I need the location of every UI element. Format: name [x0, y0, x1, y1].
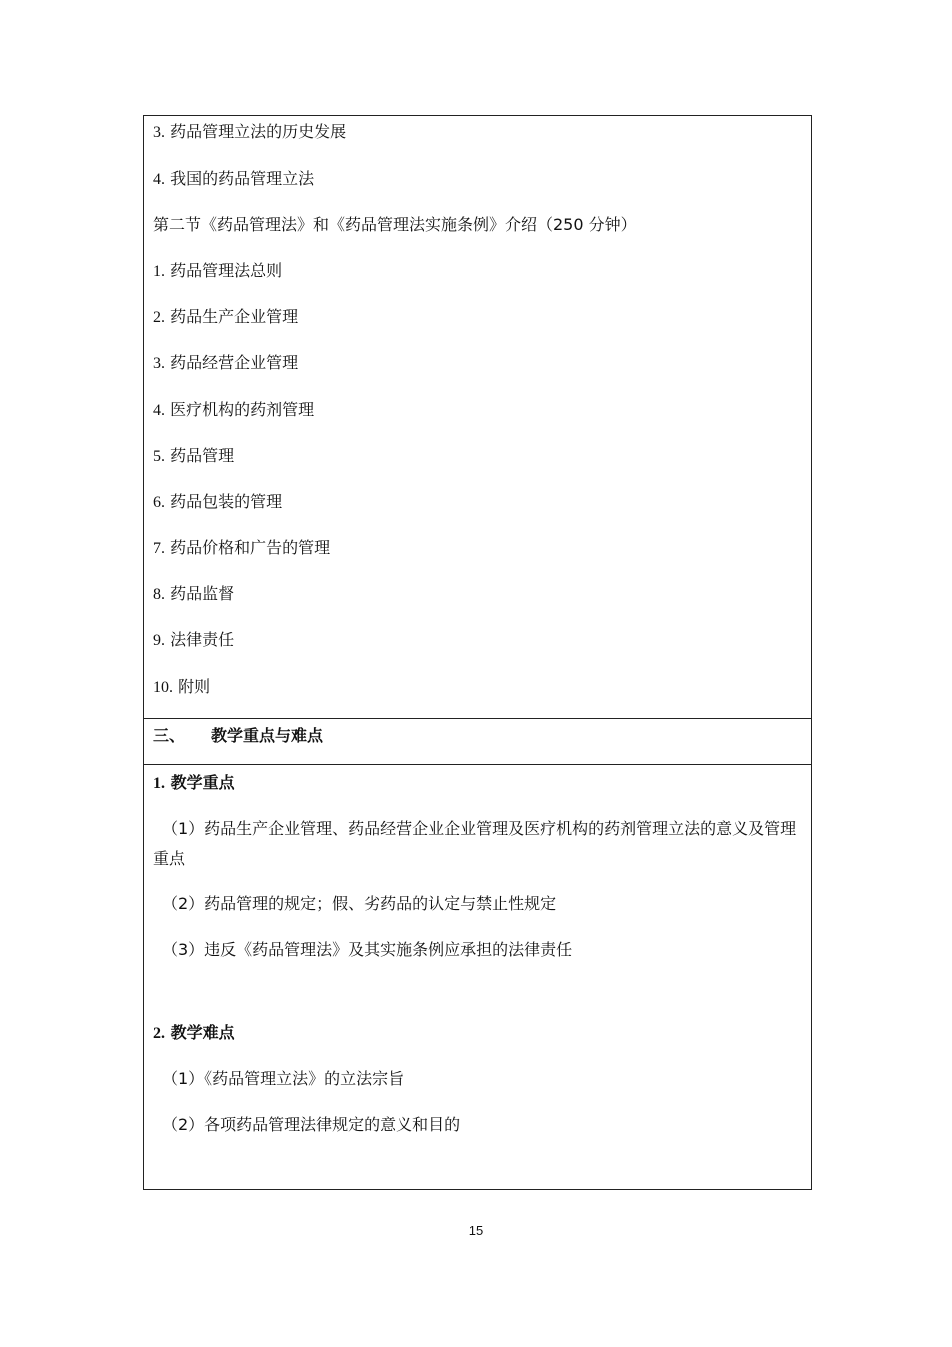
difficult-point-item: （2）各项药品管理法律规定的意义和目的	[162, 1115, 461, 1134]
item-number: 5.	[153, 448, 165, 465]
list-item	[153, 307, 298, 328]
list-item	[153, 446, 234, 467]
item-text: 我国的药品管理立法	[170, 169, 315, 188]
item-text: 药品生产企业管理	[170, 307, 299, 326]
item-text: 药品价格和广告的管理	[170, 538, 331, 557]
list-item	[153, 538, 330, 559]
item-number: 6.	[153, 494, 165, 511]
item-text: 药品包装的管理	[170, 492, 283, 511]
list-item	[153, 400, 314, 421]
content-list-cell	[144, 116, 811, 718]
key-points-heading	[153, 773, 235, 794]
heading-number: 2.	[153, 1025, 165, 1042]
item-number: 3.	[153, 124, 165, 141]
difficult-point-item: （1）《药品管理立法》的立法宗旨	[162, 1069, 405, 1088]
heading-text: 教学难点	[170, 1023, 235, 1042]
key-point-item: （3）违反《药品管理法》及其实施条例应承担的法律责任	[162, 940, 573, 959]
list-item	[153, 353, 298, 374]
section-heading	[153, 726, 323, 746]
section-number: 三、	[153, 726, 186, 745]
item-number: 10.	[153, 679, 173, 696]
item-text: 药品管理	[170, 446, 235, 465]
item-text: 药品监督	[170, 584, 235, 603]
item-text: 药品经营企业管理	[170, 353, 299, 372]
subsection-title	[153, 215, 637, 235]
item-number: 4.	[153, 171, 165, 188]
item-number: 8.	[153, 586, 165, 603]
item-number: 4.	[153, 402, 165, 419]
item-text: 药品管理立法的历史发展	[170, 122, 347, 141]
difficult-points-heading	[153, 1023, 235, 1044]
key-point-item: （1）药品生产企业管理、药品经营企业企业管理及医疗机构的药剂管理立法的意义及管理重点	[153, 819, 797, 868]
item-text: 药品管理法总则	[170, 261, 283, 280]
item-number: 9.	[153, 632, 165, 649]
list-item	[153, 492, 282, 513]
list-item	[153, 169, 314, 190]
syllabus-table	[143, 115, 812, 1190]
list-item	[153, 122, 346, 143]
item-number: 2.	[153, 309, 165, 326]
item-text: 第二节《药品管理法》和《药品管理法实施条例》介绍（250 分钟）	[153, 215, 637, 234]
list-item	[153, 261, 282, 282]
heading-number: 1.	[153, 775, 165, 792]
list-item	[153, 630, 234, 651]
page-number: 15	[468, 1223, 484, 1238]
item-text: 法律责任	[170, 630, 235, 649]
item-text: 附则	[178, 677, 211, 696]
points-cell	[144, 764, 811, 1189]
item-text: 医疗机构的药剂管理	[170, 400, 315, 419]
item-number: 1.	[153, 263, 165, 280]
key-point-item: （2）药品管理的规定；假、劣药品的认定与禁止性规定	[162, 894, 557, 913]
list-item	[153, 677, 210, 698]
item-number: 7.	[153, 540, 165, 557]
heading-text: 教学重点	[170, 773, 235, 792]
list-item	[153, 584, 234, 605]
section-title: 教学重点与难点	[211, 726, 324, 745]
section-heading-cell	[144, 718, 811, 764]
item-number: 3.	[153, 355, 165, 372]
